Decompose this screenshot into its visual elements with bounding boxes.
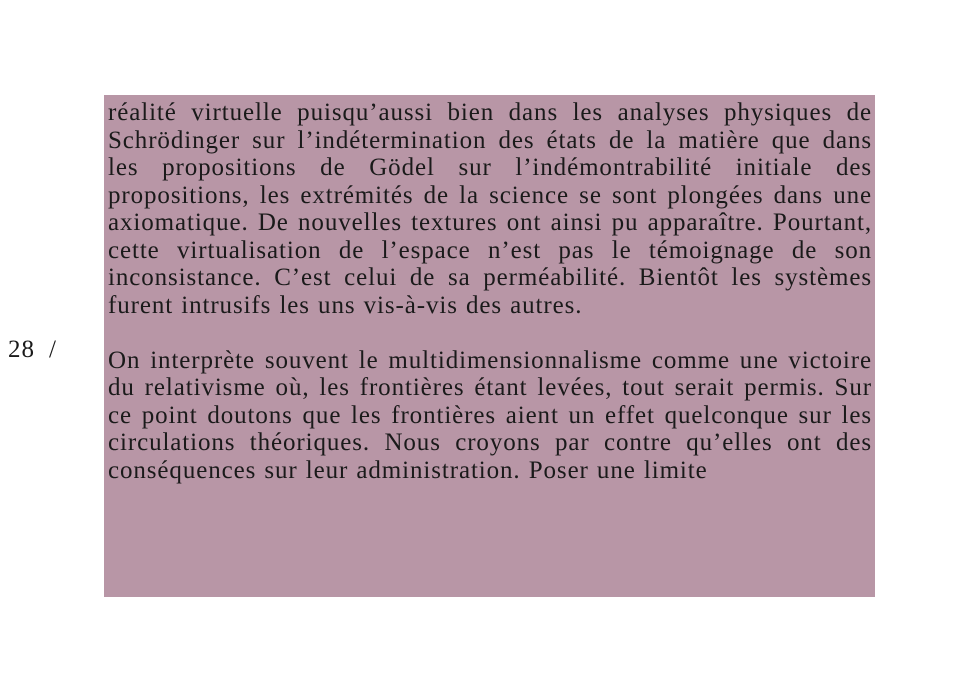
paragraph-2: On interprète souvent le multidimensionnalisme comme une victoire du relativisme où, les frontières étant levées, tout serait permis. Sur ce point doutons que les frontières aient un effet quelconque sur les circulations théoriques. Nous croyons par contre qu’elles ont des conséquences sur leur administration. Poser une limite (108, 346, 872, 484)
highlighted-text-block (104, 95, 875, 597)
page-number-separator: / (49, 336, 57, 363)
page-number (8, 335, 57, 365)
page-number-value: 28 (8, 336, 35, 363)
paragraph-1: réalité virtuelle puisqu’aussi bien dans les analyses physiques de Schrödinger sur l’indétermination des états de la matière que dans les propositions de Gödel sur l’indémontrabilité initiale des propositions, les extrémités de la science se sont plongées dans une axiomatique. De nouvelles textures ont ainsi pu apparaître. Pourtant, cette virtualisation de l’espace n’est pas le témoignage de son inconsistance. C’est celui de sa perméabilité. Bientôt les systèmes furent intrusifs les uns vis-à-vis des autres. (108, 99, 872, 319)
